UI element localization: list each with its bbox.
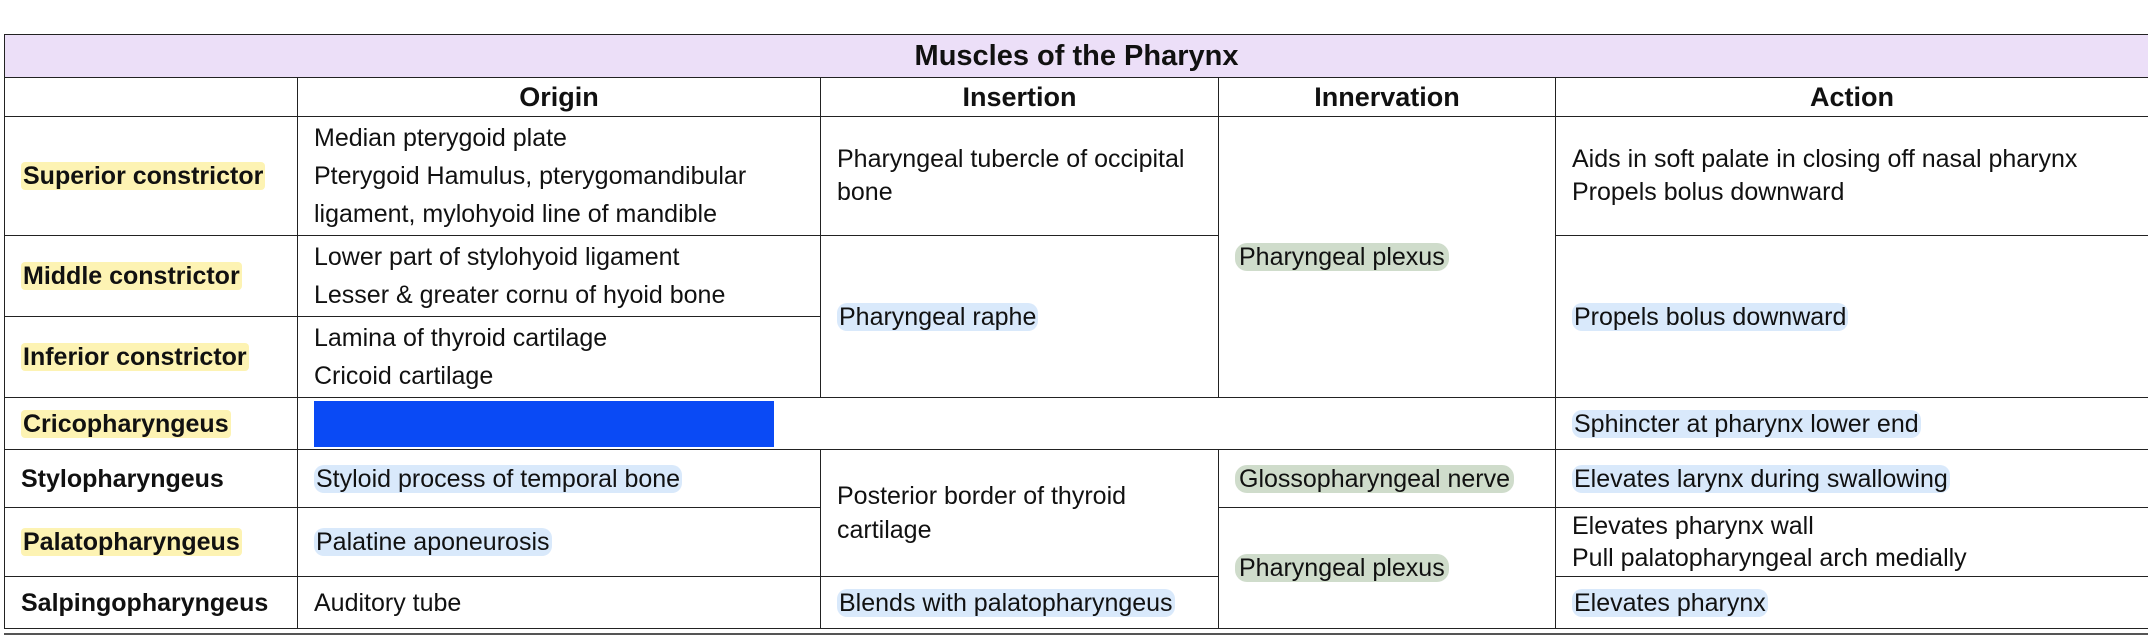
pharynx-muscles-table xyxy=(4,34,2148,629)
innervation-cell xyxy=(1219,117,1556,398)
bottom-divider xyxy=(4,633,2148,635)
muscle-name xyxy=(5,317,298,398)
insertion-line: bone xyxy=(837,178,893,206)
origin-cell xyxy=(298,450,821,508)
action-line: Elevates pharynx wall xyxy=(1572,512,1814,540)
muscle-name-text: Inferior constrictor xyxy=(23,343,247,371)
redaction-block xyxy=(314,401,774,447)
insertion-line: Pharyngeal tubercle of occipital xyxy=(837,145,1185,173)
table-row xyxy=(5,577,2148,629)
insertion-cell xyxy=(821,117,1219,236)
muscle-name xyxy=(5,236,298,317)
header-insertion: Insertion xyxy=(821,78,1219,117)
innervation-cell xyxy=(1219,508,1556,629)
action-cell xyxy=(1556,577,2148,629)
insertion-cell xyxy=(821,577,1219,629)
header-innervation: Innervation xyxy=(1219,78,1556,117)
header-origin: Origin xyxy=(298,78,821,117)
action-text: Elevates pharynx xyxy=(1574,588,1766,617)
action-cell xyxy=(1556,450,2148,508)
action-cell xyxy=(1556,236,2148,398)
muscle-name-text: Stylopharyngeus xyxy=(21,464,224,493)
muscle-name-text: Cricopharyngeus xyxy=(23,409,229,438)
table-title-text: Muscles of the Pharynx xyxy=(914,40,1239,72)
origin-text: Styloid process of temporal bone xyxy=(316,464,681,493)
muscle-name-text: Palatopharyngeus xyxy=(23,528,240,556)
action-cell xyxy=(1556,508,2148,577)
origin-cell xyxy=(298,117,821,236)
action-cell xyxy=(1556,117,2148,236)
table-row xyxy=(5,450,2148,508)
innervation-cell xyxy=(1219,450,1556,508)
redacted-cell xyxy=(298,398,1556,450)
origin-line: Lesser & greater cornu of hyoid bone xyxy=(314,281,726,309)
title-row xyxy=(5,35,2148,78)
origin-line: Pterygoid Hamulus, pterygomandibular xyxy=(314,162,747,190)
muscle-name-text: Salpingopharyngeus xyxy=(21,588,269,617)
innervation-text: Pharyngeal plexus xyxy=(1235,243,1449,271)
muscle-name xyxy=(5,508,298,577)
insertion-text: Blends with palatopharyngeus xyxy=(839,588,1173,617)
origin-text: Auditory tube xyxy=(314,588,462,617)
origin-cell xyxy=(298,577,821,629)
action-text: Propels bolus downward xyxy=(1574,302,1847,331)
insertion-cell xyxy=(821,450,1219,577)
innervation-text: Pharyngeal plexus xyxy=(1235,554,1449,582)
origin-text: Palatine aponeurosis xyxy=(316,528,550,556)
header-action: Action xyxy=(1556,78,2148,117)
muscle-name xyxy=(5,117,298,236)
origin-line: Cricoid cartilage xyxy=(314,362,494,390)
muscle-name xyxy=(5,398,298,450)
insertion-line: Posterior border of thyroid xyxy=(837,482,1127,510)
origin-line: Lower part of stylohyoid ligament xyxy=(314,243,680,271)
muscle-name-text: Middle constrictor xyxy=(23,262,240,290)
action-line: Aids in soft palate in closing off nasal pharynx xyxy=(1572,145,2078,173)
action-text: Elevates larynx during swallowing xyxy=(1574,464,1948,493)
action-line: Pull palatopharyngeal arch medially xyxy=(1572,544,1967,572)
table-row xyxy=(5,236,2148,317)
muscle-name-text: Superior constrictor xyxy=(23,162,264,190)
table-row xyxy=(5,398,2148,450)
origin-cell xyxy=(298,236,821,317)
table-title xyxy=(5,35,2148,78)
insertion-text: Pharyngeal raphe xyxy=(839,302,1037,331)
header-muscle xyxy=(5,78,298,117)
action-text: Sphincter at pharynx lower end xyxy=(1574,409,1919,438)
action-cell xyxy=(1556,398,2148,450)
action-line: Propels bolus downward xyxy=(1572,178,1845,206)
innervation-text: Glossopharyngeal nerve xyxy=(1235,465,1514,493)
pharynx-muscles-table-container xyxy=(4,34,2148,629)
insertion-line: cartilage xyxy=(837,516,932,544)
muscle-name xyxy=(5,450,298,508)
origin-cell xyxy=(298,508,821,577)
table-row xyxy=(5,117,2148,236)
muscle-name xyxy=(5,577,298,629)
header-row xyxy=(5,78,2148,117)
insertion-cell xyxy=(821,236,1219,398)
origin-line: Lamina of thyroid cartilage xyxy=(314,324,608,352)
origin-line: Median pterygoid plate xyxy=(314,124,567,152)
origin-cell xyxy=(298,317,821,398)
origin-line: ligament, mylohyoid line of mandible xyxy=(314,200,717,228)
